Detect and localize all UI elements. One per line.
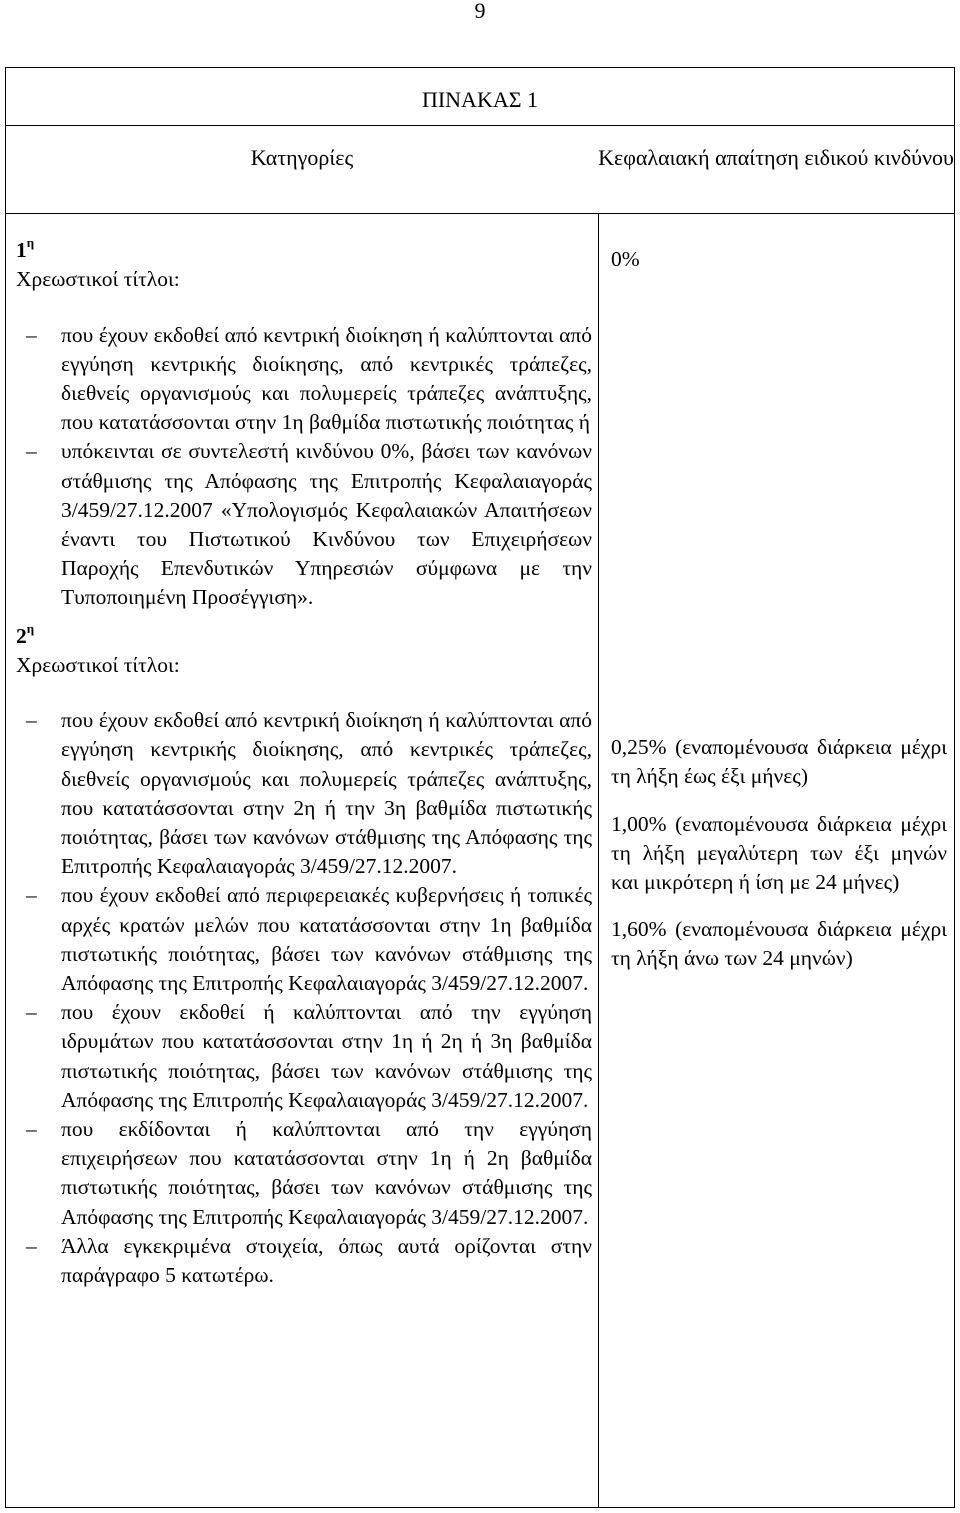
requirement-value: 1,60% (εναπομένουσα διάρκεια μέχρι τη λήξη άνω των 24 μηνών)	[611, 917, 947, 971]
dash-bullet-icon: –	[26, 883, 37, 908]
dash-bullet-icon: –	[26, 1233, 37, 1258]
category-1	[16, 230, 592, 613]
categories-column	[16, 230, 592, 1290]
category-items	[16, 706, 592, 1290]
header-categories: Κατηγορίες	[250, 145, 354, 170]
list-item: – που έχουν εκδοθεί από κεντρική διοίκηση ή καλύπτονται από εγγύηση κεντρικής διοίκησης, από κεντρικές τράπεζες, διεθνείς οργανισμούς και πολυμερείς τράπεζες ανάπτυξης, που κατατάσσονται στην 1η βαθμίδα πιστωτικής ποιότητας ή	[26, 322, 592, 435]
category-subtitle: Χρεωστικοί τίτλοι:	[16, 267, 180, 292]
category-subtitle: Χρεωστικοί τίτλοι:	[16, 652, 180, 677]
list-item: – που έχουν εκδοθεί από περιφερειακές κυβερνήσεις ή τοπικές αρχές κρατών μελών που κατατάσσονται στην 1η βαθμίδα πιστωτικής ποιότητας, βάσει των κανόνων στάθμισης της Απόφασης της Επιτροπής Κεφαλαιαγοράς 3/459/27.12.2007.	[26, 883, 592, 995]
category-heading: $2^\eta$	[16, 620, 35, 648]
category-heading: $1^\eta$	[16, 235, 35, 263]
column-divider	[598, 213, 599, 1507]
table-title: ΠΙΝΑΚΑΣ 1	[421, 87, 539, 112]
list-item: – υπόκεινται σε συντελεστή κινδύνου 0%, βάσει των κανόνων στάθμισης της Απόφασης της Επιτροπής Κεφαλαιαγοράς 3/459/27.12.2007 «Υπολογισμός Κεφαλαιακών Απαιτήσεων έναντι του Πιστωτικού Κινδύνου των Επιχειρήσεων Παροχής Επενδυτικών Υπηρεσιών σύμφωνα με την Τυποποιημένη Προσέγγιση».	[26, 439, 592, 610]
capital-requirements-table	[5, 67, 955, 1508]
requirement-value: 0,25% (εναπομένουσα διάρκεια μέχρι τη λήξη έως έξι μήνες)	[611, 735, 947, 789]
dash-bullet-icon: –	[26, 322, 37, 347]
list-item: – που εκδίδονται ή καλύπτονται από την εγγύηση επιχειρήσεων που κατατάσσονται στην 1η ή 2η βαθμίδα πιστωτικής ποιότητας, βάσει των κανόνων στάθμισης της Απόφασης της Επιτροπής Κεφαλαιαγοράς 3/459/27.12.2007.	[26, 1117, 592, 1229]
category-2	[16, 616, 592, 1291]
requirement-value: 1,00% (εναπομένουσα διάρκεια μέχρι τη λήξη μεγαλύτερη των έξι μηνών και μικρότερη ή ίση με 24 μήνες)	[611, 811, 947, 895]
list-item: – που έχουν εκδοθεί ή καλύπτονται από την εγγύηση ιδρυμάτων που κατατάσσονται στην 1η ή 2η ή 3η βαθμίδα πιστωτικής ποιότητας, βάσει των κανόνων στάθμισης της Απόφασης της Επιτροπής Κεφαλαιαγοράς 3/459/27.12.2007.	[26, 1000, 592, 1112]
requirements-column	[611, 230, 947, 974]
dash-bullet-icon: –	[26, 1117, 37, 1141]
header-capital-requirement: Κεφαλαιακή απαίτηση ειδικού κινδύνου	[598, 145, 954, 170]
list-item: – Άλλα εγκεκριμένα στοιχεία, όπως αυτά ορίζονται στην παράγραφο 5 κατωτέρω.	[26, 1233, 592, 1288]
list-item: – που έχουν εκδοθεί από κεντρική διοίκηση ή καλύπτονται από εγγύηση κεντρικής διοίκησης, από κεντρικές τράπεζες, διεθνείς οργανισμούς και πολυμερείς τράπεζες ανάπτυξης, που κατατάσσονται στην 2η ή την 3η βαθμίδα πιστωτικής ποιότητας, βάσει των κανόνων στάθμισης της Απόφασης της Επιτροπής Κεφαλαιαγοράς 3/459/27.12.2007.	[26, 708, 592, 879]
category-items	[16, 321, 592, 613]
header-divider	[6, 213, 954, 214]
dash-bullet-icon: –	[26, 1000, 37, 1025]
dash-bullet-icon: –	[26, 439, 37, 464]
requirement-value: 0%	[611, 247, 640, 271]
page-number: 9	[474, 0, 486, 23]
title-divider	[6, 125, 954, 126]
dash-bullet-icon: –	[26, 708, 37, 733]
